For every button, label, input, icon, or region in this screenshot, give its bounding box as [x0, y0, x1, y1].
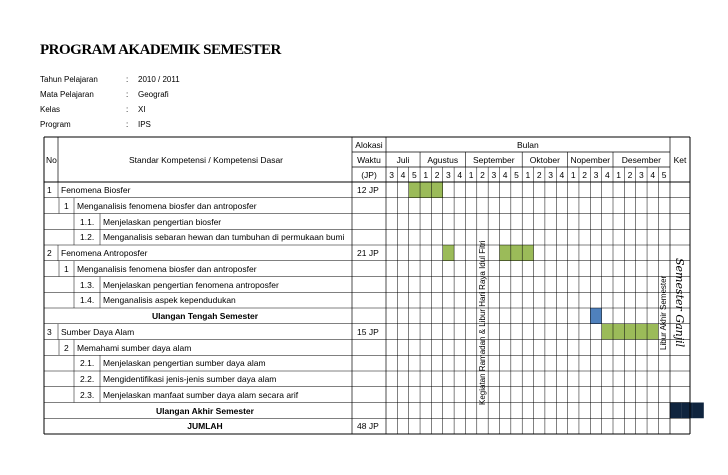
- meta-separator: :: [126, 75, 129, 84]
- schedule-week-fill: [500, 245, 511, 261]
- month-label: Juli: [396, 155, 410, 165]
- schedule-week-fill: [443, 245, 454, 261]
- meta-separator: :: [126, 120, 129, 129]
- row-kompetensi-dasar: Memahami sumber daya alam: [77, 342, 192, 353]
- row-number: 1.3.: [80, 279, 95, 290]
- row-number: 3: [47, 326, 52, 337]
- week-label: 3: [389, 170, 395, 180]
- meta-key: Mata Pelajaran: [40, 90, 94, 99]
- week-label: 3: [548, 170, 553, 180]
- meta-key: Kelas: [40, 105, 61, 114]
- week-label: 2: [536, 170, 542, 180]
- row-alokasi-jp: 15 JP: [357, 326, 379, 337]
- week-label: 4: [457, 170, 463, 180]
- row-number: 2: [64, 342, 69, 353]
- meta-separator: :: [126, 90, 129, 99]
- month-label: Oktober: [529, 155, 560, 165]
- header-ket: Ket: [673, 155, 687, 165]
- row-number: 1: [47, 185, 52, 195]
- schedule-week-fill: [511, 245, 522, 261]
- row-number: 2.2.: [80, 374, 95, 384]
- row-number: 1: [64, 200, 69, 211]
- week-label: 2: [434, 170, 440, 180]
- meta-value: IPS: [138, 120, 151, 129]
- row-alokasi-jp: 21 JP: [357, 248, 379, 258]
- row-number: 1.4.: [80, 295, 95, 306]
- header-jp: (JP): [361, 170, 377, 180]
- week-label: 4: [400, 170, 406, 180]
- week-label: 3: [491, 170, 497, 180]
- schedule-week-fill: [613, 324, 624, 340]
- meta-key: Tahun Pelajaran: [40, 75, 98, 84]
- schedule-week-fill: [522, 245, 533, 261]
- week-label: 1: [616, 170, 622, 180]
- row-number: 2.1.: [80, 358, 95, 369]
- week-label: 3: [593, 170, 599, 180]
- row-indikator: Menjelaskan pengertian biosfer: [103, 216, 222, 227]
- header-standar-kompetensi: Standar Kompetensi / Kompetensi Dasar: [128, 155, 284, 165]
- header-waktu: Waktu: [357, 155, 381, 165]
- row-number: 1: [64, 263, 69, 274]
- month-label: Nopember: [570, 155, 611, 165]
- schedule-week-fill: [624, 324, 635, 340]
- week-label: 1: [423, 170, 429, 180]
- meta-value: 2010 / 2011: [138, 75, 180, 84]
- month-label: Agustus: [427, 155, 459, 165]
- schedule-week-fill: [590, 308, 601, 324]
- row-alokasi-jp: 12 JP: [357, 185, 379, 195]
- row-kompetensi-dasar: Menganalisis fenomena biosfer dan antroposfer: [77, 200, 257, 211]
- meta-value: Geografi: [138, 90, 169, 99]
- week-label: 5: [514, 170, 519, 180]
- week-label: 5: [661, 170, 667, 180]
- row-indikator: Menjelaskan pengertian fenomena antroposfer: [103, 279, 279, 290]
- month-label: September: [473, 155, 515, 165]
- row-summary: JUMLAH: [187, 421, 223, 432]
- month-label: Desember: [621, 155, 661, 165]
- meta-separator: :: [126, 105, 129, 114]
- row-kompetensi-dasar: Menganalisis fenomena biosfer dan antroposfer: [77, 263, 257, 274]
- week-label: 4: [650, 170, 656, 180]
- row-standar-kompetensi: Sumber Daya Alam: [61, 326, 135, 337]
- row-indikator: Menganalisis sebaran hewan dan tumbuhan di permukaan bumi: [103, 232, 345, 243]
- meta-value: XI: [138, 105, 146, 114]
- row-indikator: Menjelaskan pengertian sumber daya alam: [103, 358, 266, 369]
- week-label: 1: [468, 170, 474, 180]
- week-label: 2: [627, 170, 633, 180]
- row-indikator: Mengidentifikasi jenis-jenis sumber daya alam: [103, 374, 277, 384]
- week-label: 1: [570, 170, 576, 180]
- schedule-week-fill: [431, 182, 442, 198]
- schedule-week-fill: [681, 403, 692, 419]
- row-standar-kompetensi: Fenomena Antroposfer: [61, 248, 148, 258]
- week-label: 2: [480, 170, 485, 180]
- row-number: 2: [47, 248, 52, 258]
- header-bulan: Bulan: [517, 140, 539, 150]
- week-label: 4: [559, 170, 565, 180]
- row-summary: Ulangan Tengah Semester: [151, 311, 259, 321]
- row-indikator: Menjelaskan manfaat sumber daya alam secara arif: [103, 389, 299, 400]
- row-standar-kompetensi: Fenomena Biosfer: [61, 185, 131, 195]
- row-indikator: Menganalisis aspek kependudukan: [103, 295, 236, 306]
- meta-key: Program: [40, 120, 71, 129]
- row-alokasi-jp: 48 JP: [357, 421, 379, 432]
- header-no: No: [46, 155, 57, 165]
- week-label: 3: [638, 170, 644, 180]
- schedule-week-fill: [636, 324, 647, 340]
- note-libur-akhir: Libur Akhir Semester: [659, 275, 669, 350]
- schedule-week-fill: [670, 403, 681, 419]
- week-label: 4: [604, 170, 610, 180]
- row-number: 1.2.: [80, 232, 95, 243]
- header-alokasi: Alokasi: [355, 140, 383, 150]
- week-label: 2: [582, 170, 587, 180]
- schedule-week-fill: [647, 324, 658, 340]
- schedule-week-fill: [602, 324, 613, 340]
- schedule-week-fill: [420, 182, 431, 198]
- semester-signature: Semester Ganjil: [673, 258, 686, 348]
- row-summary: Ulangan Akhir Semester: [156, 405, 254, 416]
- week-label: 5: [411, 170, 417, 180]
- schedule-week-fill: [692, 403, 703, 419]
- week-label: 1: [525, 170, 531, 180]
- page-title: PROGRAM AKADEMIK SEMESTER: [40, 42, 281, 58]
- week-label: 4: [502, 170, 508, 180]
- note-ramadan: Kegiatan Ramadan & Libur Hari Raya Idul Fitri: [477, 240, 487, 405]
- schedule-week-fill: [409, 182, 420, 198]
- row-number: 1.1.: [80, 216, 95, 227]
- week-label: 3: [446, 170, 451, 180]
- row-number: 2.3.: [80, 389, 95, 400]
